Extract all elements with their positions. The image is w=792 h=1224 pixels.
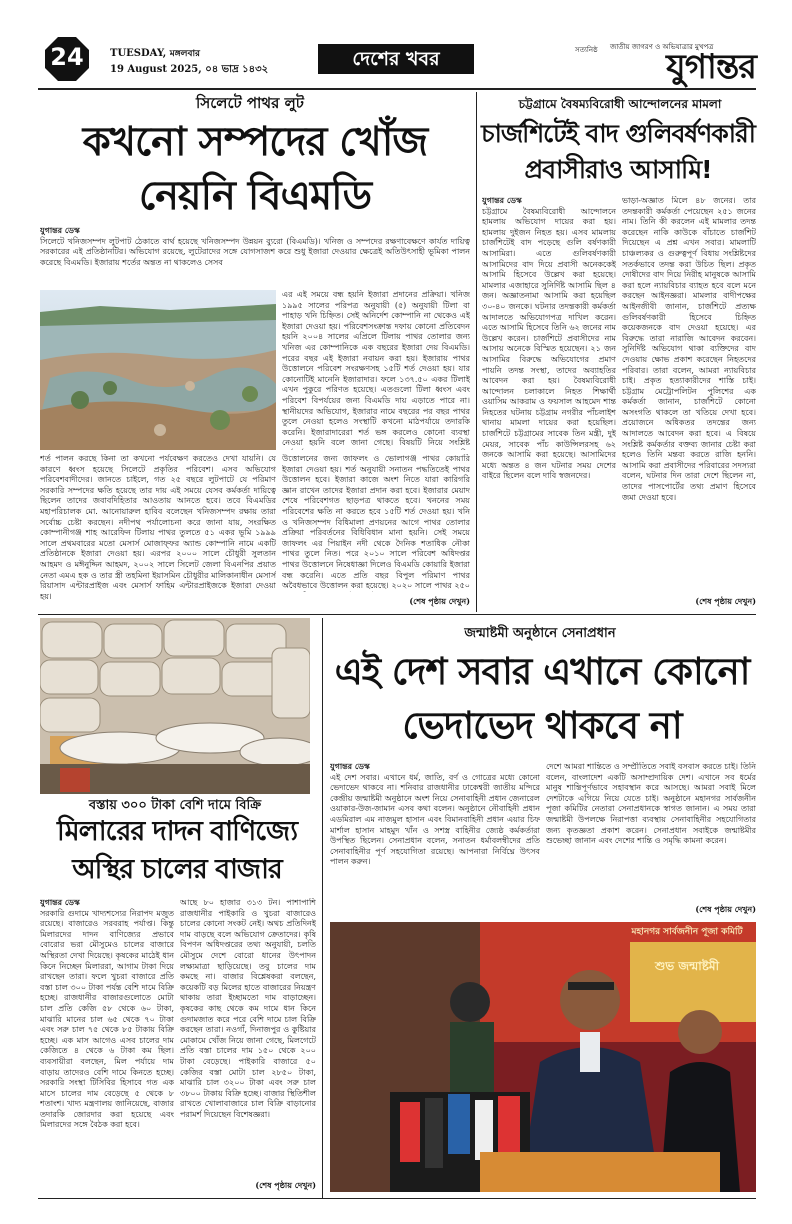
story1-col2-below: উত্তোলনের জন্য জাফলং ও ভোলাগঞ্জ পাথর কোয়ারি ইজারা দেওয়া হয়। শর্ত অনুযায়ী সনাতন পদ্ধতিতেই পাথর উত্তোলন হবে। ইজারা কাজে অংশ নিতে যারা কারিগরি জ্ঞান রাখেন তাদের ইজারা প্রদান করা হবে। ইজারার মেয়াদ শেষে পরিবেশগত ছাড়পত্র থাকতে হবে। খননের সময় পরিবেশের ক্ষতি না করতে হবে ১৫টি শর্ত দেওয়া হয়। খনি ও খনিজসম্পদ বিধিমালা প্রণয়নের আগে পাথর তোলার প্রক্রিয়া পরিবর্তনের বিধিবিধান মানা হয়নি। সেই সময়ে জাফলং এর পিয়াইন নদী থেকে দৈনিক শতাধিক নৌকা পাথর তুলে নিত। পরে ২০১০ সালে পরিবেশ অধিদপ্তর পাথর উত্তোলনে নিষেধাজ্ঞা দিলেও বিএমডি কোয়ারি ইজারা বন্ধ করেনি। এতে প্রতি বছর বিপুল পরিমাণ পাথর অবৈধভাবে উত্তোলন করা হয়েছে। ২০২০ সালে পাথর ২৫০ xyxy=(282,454,470,591)
story4-continued: (শেষ পৃষ্ঠায় দেখুন) xyxy=(695,904,756,914)
story1-headline-line1: কখনো সম্পদের খোঁজ xyxy=(82,119,428,165)
page-number-badge xyxy=(44,36,90,82)
story3-source: যুগান্তর ডেস্ক xyxy=(40,898,80,907)
story2-col-a xyxy=(482,196,616,608)
masthead-logo: যুগান্তর xyxy=(666,47,756,87)
story4-headline-line2: ভেদাভেদ থাকবে না xyxy=(402,704,682,747)
rice-sacks-icon xyxy=(40,618,310,794)
masthead-tagline: জাতীয় জাগরণ ও অভিযাত্রার মুখপত্র xyxy=(610,43,714,51)
day-bn: মঙ্গলবার xyxy=(169,49,201,59)
story1-quarry-photo xyxy=(40,290,276,450)
date-line: 19 August 2025, ০৪ ভাদ্র ১৪৩২ xyxy=(110,64,269,75)
podium-banner-text: মহানগর সার্বজনীন পূজা কমিটি xyxy=(631,927,743,937)
page-number: 24 xyxy=(50,43,84,71)
story2-headline-line1: চার্জশিটেই বাদ গুলিবর্ষণকারী xyxy=(481,119,755,148)
story4-headline-line1: এই দেশ সবার এখানে কোনো xyxy=(334,650,750,693)
story1-headline-line2: নেয়নি বিএমডি xyxy=(138,173,372,219)
masthead-tagline-small: সত্যনিষ্ঠ xyxy=(575,46,598,54)
story1-lead xyxy=(40,226,470,288)
story3-col-a xyxy=(40,898,174,1194)
story1-source: যুগান্তর ডেস্ক xyxy=(40,226,80,235)
story1-kicker: সিলেটে পাথর লুট xyxy=(196,94,304,112)
story2-source: যুগান্তর ডেস্ক xyxy=(482,196,522,205)
story2-col-b: ভাড়া-অজ্ঞাত মিলে ৪৮ জনের। তার তদন্তকারী কর্মকর্তা পেয়েছেন ২৫১ জনের নাম। তিনি কী করলেন এই মামলার তদন্ত করেছেন নাকি কাউকে বাঁচাতে চার্জশিট দিয়েছেন এ প্রশ্ন এখন সবার। মামলাটি চাঞ্চল্যকর ও গুরুত্বপূর্ণ বিধায় সংশ্লিষ্টদের সতর্কভাবে তদন্ত করা উচিত ছিল। প্রকৃত দোষীদের বাদ দিয়ে নিরীহ মানুষকে আসামি করা হলে ন্যায়বিচার ব্যাহত হবে বলে মনে করছেন আইনজ্ঞরা। মামলার বাদীপক্ষের আইনজীবী জানান, চার্জশিটে প্রত্যক্ষ গুলিবর্ষণকারী হিসেবে চিহ্নিত কয়েকজনকে বাদ দেওয়া হয়েছে। এর বিরুদ্ধে তারা নারাজি আবেদন করবেন। সুনির্দিষ্ট অভিযোগ থাকা ব্যক্তিদের বাদ দেওয়ায় ক্ষোভ প্রকাশ করেছেন নিহতদের পরিবার। তারা বলেন, আমরা ন্যায়বিচার চাই। প্রকৃত হত্যাকারীদের শাস্তি চাই। চট্টগ্রাম মেট্রোপলিটন পুলিশের এক কর্মকর্তা জানান, চার্জশিটে কোনো অসংগতি থাকলে তা খতিয়ে দেখা হবে। প্রয়োজনে অধিকতর তদন্তের জন্য আদালতে আবেদন করা হবে। এ বিষয়ে সংশ্লিষ্ট কর্মকর্তার বক্তব্য জানার চেষ্টা করা হলেও তিনি মন্তব্য করতে রাজি হননি। আসামি করা প্রবাসীদের পরিবারের সদস্যরা বলেন, ঘটনার দিন তারা দেশে ছিলেন না, তাদের পাসপোর্টের তথ্য প্রমাণ হিসেবে জমা দেওয়া হবে। xyxy=(622,196,756,502)
story4-col-a xyxy=(330,762,540,916)
story4-col-a-text: এই দেশ সবার। এখানে ধর্ম, জাতি, বর্ণ ও গোত্রের মধ্যে কোনো ভেদাভেদ থাকবে না। শনিবার রাজধানীর ঢাকেশ্বরী জাতীয় মন্দিরে কেন্দ্রীয় জন্মাষ্টমী অনুষ্ঠানে অংশ নিয়ে সেনাবাহিনী প্রধান জেনারেল ওয়াকার-উজ-জামান এসব কথা বলেন। অনুষ্ঠানে নৌবাহিনী প্রধান এডমিরাল এম নাজমুল হাসান এবং বিমানবাহিনী প্রধান এয়ার চিফ মার্শাল হাসান মাহমুদ খাঁন ও সশস্ত্র বাহিনীর জ্যেষ্ঠ কর্মকর্তারা উপস্থিত ছিলেন। সেনাপ্রধান বলেন, সনাতন ধর্মাবলম্বীদের প্রতি সেনাবাহিনীর পূর্ণ সহযোগিতা রয়েছে। আপনারা নির্বিঘ্নে উৎসব পালন করুন। xyxy=(330,772,540,867)
quarry-landscape-icon xyxy=(40,290,276,450)
story2-col-a-text: চট্টগ্রামে বৈষম্যবিরোধী আন্দোলনে হামলায় অভিযোগ দায়ের করা হয়। হামলায় দুইজন নিহত হয়। এসব মামলায় চার্জশিটেই বাদ পড়েছে গুলি বর্ষণকারী আসামিরা। এতে গুলিবর্ষণকারী আসামিদের বাদ দিয়ে প্রবাসী অনেককেই আসামি হিসেবে উল্লেখ করা হয়েছে। মামলার এজাহারে সুনির্দিষ্ট আসামি ছিল ৪ জন। অজ্ঞাতনামা আসামি করা হয়েছিল ৩০-৪০ জনকে। ঘটনার তদন্তকারী কর্মকর্তা আদালতে অভিযোগপত্র দাখিল করেন। এতে আসামি হিসেবে তিনি ৬২ জনের নাম উল্লেখ করেন। চার্জশিটে প্রবাসীদের নাম আসায় অনেকে বিস্মিত হয়েছেন। ২১ জন আসামির বিরুদ্ধে অভিযোগের প্রমাণ পায়নি তদন্ত সংস্থা, তাদের অব্যাহতির আবেদন করা হয়। বৈষম্যবিরোধী আন্দোলন চলাকালে নিহত শিক্ষার্থী ওয়াসিম আকরাম ও ফয়সাল আহমেদ শান্ত নিহতের ঘটনায় চট্টগ্রাম নগরীর পাঁচলাইশ থানায় মামলা দায়ের করা হয়েছিল। চার্জশিটে চট্টগ্রামের সাবেক তিন মন্ত্রী, দুই মেয়র, সাবেক পাঁচ কাউন্সিলরসহ ৬২ জনকে আসামি করা হয়েছে। আসামিদের মধ্যে অন্তত ৪ জন ঘটনার সময় দেশের বাইরে ছিলেন বলে দাবি স্বজনদের। xyxy=(482,206,616,481)
story3-caption: বস্তায় ৩০০ টাকা বেশি দামে বিক্রি xyxy=(88,798,262,813)
story1-lead-text: সিলেটে খনিজসম্পদ লুটপাট ঠেকাতে বার্থ হয়েছে খনিজসম্পদ উন্নয়ন ব্যুরো (বিএমডি)। খনিজ ও সম্পদের রক্ষণাবেক্ষণে কার্যত দায়িত্ব সরকারের এই প্রতিষ্ঠানটির। অভিযোগ রয়েছে, লুটেরাদের সঙ্গে যোগসাজশ করে শুধু ইজারা দেওয়ার ক্ষেত্রেই অতিউৎসাহী ভূমিকা পালন করেছে বিএমডি। ইজারায় শর্তের অন্তত না থাকলেও সেসব xyxy=(40,236,470,267)
story3-col-a-text: সরকারি গুদামে খাদ্যশস্যের নিরাপদ মজুত রয়েছে। বাজারেও সরবরাহ পর্যাপ্ত। কিন্তু মিলারদের দাদন বাণিজ্যের প্রভাবে বোরোর ভরা মৌসুমেও চালের বাজারে অস্থিরতা দেখা দিয়েছে। কৃষকের মাঠেই ধান কিনে নিচ্ছেন মিলাররা, আগাম টাকা দিয়ে রাখছেন তারা। ফলে খুচরা বাজারে প্রতি বস্তা চাল ৩০০ টাকা পর্যন্ত বেশি দামে বিক্রি হচ্ছে। রাজধানীর বাজারগুলোতে মোটা চাল প্রতি কেজি ৫৮ থেকে ৬০ টাকা, মাঝারি মানের চাল ৬৫ থেকে ৭০ টাকা এবং সরু চাল ৭৫ থেকে ৮৫ টাকায় বিক্রি হচ্ছে। এক মাস আগেও এসব চালের দাম কেজিতে ৪ থেকে ৬ টাকা কম ছিল। ব্যবসায়ীরা বলছেন, মিল পর্যায়ে দাম বাড়ায় তাদেরও বেশি দামে কিনতে হচ্ছে। সরকারি সংস্থা টিসিবির হিসাবে গত এক মাসে চালের দাম বেড়েছে ৫ থেকে ৮ শতাংশ। খাদ্য মন্ত্রণালয় জানিয়েছে, বাজার তদারকি জোরদার করা হয়েছে এবং মিলারদের সঙ্গে বৈঠক করা হবে। xyxy=(40,908,174,1130)
story2-headline-line2: প্রবাসীরাও আসামি! xyxy=(524,155,712,184)
story2-kicker: চট্টগ্রামে বৈষম্যবিরোধী আন্দোলনের মামলা xyxy=(518,97,722,111)
podium-banner-text2: শুভ জন্মাষ্টমী xyxy=(654,959,720,973)
story3-col-b: আছে ৮০ হাজার ৩১৩ টন। পাশাপাশি রাজধানীর পাইকারি ও খুচরা বাজারেও চালের কোনো সংকট নেই। অথচ প্রতিদিনই দাম বাড়ছে বলে অভিযোগ ক্রেতাদের। কৃষি বিপণন অধিদপ্তরের তথ্য অনুযায়ী, চলতি মৌসুমে দেশে বোরো ধানের উৎপাদন লক্ষ্যমাত্রা ছাড়িয়েছে। তবু চালের দাম কমছে না। বাজার বিশ্লেষকরা বলছেন, কয়েকটি বড় মিলের হাতে বাজারের নিয়ন্ত্রণ থাকায় তারা ইচ্ছামতো দাম বাড়াচ্ছেন। কৃষকের কাছ থেকে কম দামে ধান কিনে গুদামজাত করে পরে বেশি দামে চাল বিক্রি করছেন তারা। নওগাঁ, দিনাজপুর ও কুষ্টিয়ার মোকামে খোঁজ নিয়ে জানা গেছে, মিলগেটে প্রতি বস্তা চালের দাম ১৫০ থেকে ২০০ টাকা বেড়েছে। পাইকারি বাজারে ৫০ কেজির বস্তা মোটা চাল ২৮৫০ টাকা, মাঝারি চাল ৩২০০ টাকা এবং সরু চাল ৩৮০০ টাকায় বিক্রি হচ্ছে। বাজার স্থিতিশীল রাখতে খোলাবাজারে চাল বিক্রি বাড়ানোর পরামর্শ দিয়েছেন বিশেষজ্ঞরা। xyxy=(180,898,316,1119)
story4-podium-photo xyxy=(330,922,756,1192)
story3-headline-line2: অস্থির চালের বাজার xyxy=(72,854,282,885)
story3-headline-line1: মিলারের দাদন বাণিজ্যে xyxy=(56,816,298,847)
story1-col1-below: শর্ত পালন করছে কিনা তা কখনো পর্যবেক্ষণ করতেও দেখা যায়নি। যে কারণে ধ্বংস হয়েছে সিলেটে প্রকৃতির পরিবেশ। এসব অভিযোগ পরিবেশবাদীদের। জানতে চাইলে, গত ২৫ বছরে লুটপাটে যে পরিমাণ সরকারি সম্পদের ক্ষতি হয়েছে তার দায় এই সময়ে যেসব কর্মকর্তা দায়িত্বে ছিলেন তাদের জবাবদিহিতার আওতায় আনতে হবে। তবে বিএমডির মহাপরিচালক মো. আনোয়ারুল হাবিব বলেছেন খনিজসম্পদ রক্ষায় তারা সর্বোচ্চ চেষ্টা করছেন। নদীপথ পর্যালোচনা করে জানা যায়, সংরক্ষিত কোম্পানীগঞ্জ শাহ আরেফিন টিলায় পাথর তুলতে ৫১ একর ভূমি ১৯৯৯ সালে প্রথমবারের মতো মেসার্স মোজাফ্ফর অ্যান্ড কোম্পানি নামে একটি প্রতিষ্ঠানকে ইজারা দেওয়া হয়। এরপর ২০০০ সালে চৌধুরী সুলতান আহমদ ও মঈনুদ্দিন আহমদ, ২০০২ সালে সিলেট জেলা বিএনপির প্রয়াত নেতা এমএ হক ও তার স্ত্রী তহমিনা ইয়াসমিন চৌধুরীর মালিকানাধীন মেসার্স রিয়াসাদ এন্টারপ্রাইজ এবং মেসার্স ফাহিম এন্টারপ্রাইজকে ইজারা দেওয়া হয়। xyxy=(40,454,276,601)
story2-continued: (শেষ পৃষ্ঠায় দেখুন) xyxy=(695,596,756,606)
section-title: দেশের খবর xyxy=(318,44,474,74)
story3-continued: (শেষ পৃষ্ঠায় দেখুন) xyxy=(255,1180,316,1190)
story4-col-b: দেশে আমরা শান্তিতে ও সম্প্রীতিতে সবাই বসবাস করতে চাই। তিনি বলেন, বাংলাদেশ একটি অসাম্প্রদায়িক দেশ। এখানে সব ধর্মের মানুষ শান্তিপূর্ণভাবে সহাবস্থান করে আসছে। আমরা সবাই মিলে দেশটাকে এগিয়ে নিয়ে যেতে চাই। অনুষ্ঠানে মহানগর সার্বজনীন পূজা কমিটির নেতারা সেনাপ্রধানকে স্বাগত জানান। এ সময় তারা জন্মাষ্টমী উপলক্ষে নিরাপত্তা ব্যবস্থায় সেনাবাহিনীর সহযোগিতার জন্য কৃতজ্ঞতা প্রকাশ করেন। সেনাপ্রধান সবাইকে জন্মাষ্টমীর শুভেচ্ছা জানান এবং দেশের শান্তি ও সমৃদ্ধি কামনা করেন। xyxy=(546,762,756,846)
story4-source: যুগান্তর ডেস্ক xyxy=(330,762,370,771)
story4-kicker: জন্মাষ্টমী অনুষ্ঠানে সেনাপ্রধান xyxy=(464,626,616,641)
day-en: TUESDAY, xyxy=(110,48,167,59)
story3-rice-photo xyxy=(40,618,310,794)
story1-col2-top: এর এই সময়ে বন্ধ হয়নি ইজারা প্রদানের প্রক্রিয়া। খনিজ ১৯৯৫ সালের পরিপত্র অনুযায়ী (৫) অনুযায়ী টিলা বা পাহাড় খনি চিহ্নিত। সেই অনির্দেশ কোম্পানি না থেকেও এই ইজারা দেওয়া হয়। পরিবেশসংক্রান্ত দফায় কোনো প্রতিবেদন হয়নি ২০০৪ সালের এপ্রিলে টিলায় পাথর তোলার জন্য খনিজ এর কোম্পানিকে এক বছরের ইজারা দেয় বিএমডি। পরের বছর এই ইজারা নবায়ন করা হয়। ইজারায় পাথর উত্তোলনে পরিবেশ সংরক্ষণসহ ১৫টি শর্ত দেওয়া হয়। যার কোনোটিই মানেনি ইজারাদার। ফলে ১৩৭.৫০ একর টিলাই এখন পুকুরে পরিণত হয়েছে। এতগুলো টিলা ধ্বংস এবং পরিবেশ বিপর্যয়ের জন্য বিএমডি দায় এড়াতে পারে না। স্থানীয়দের অভিযোগ, ইজারার নামে বছরের পর বছর পাথর তুলে নেওয়া হলেও সংস্থাটি কখনো মাঠপর্যায়ে তদারকি করেনি। ইজারাদারেরা শর্ত ভঙ্গ করলেও কোনো ব্যবস্থা নেওয়া হয়নি বলে জানা গেছে। বিষয়টি নিয়ে সংশ্লিষ্ট xyxy=(282,290,470,448)
story1-continued: (শেষ পৃষ্ঠায় দেখুন) xyxy=(409,596,470,606)
